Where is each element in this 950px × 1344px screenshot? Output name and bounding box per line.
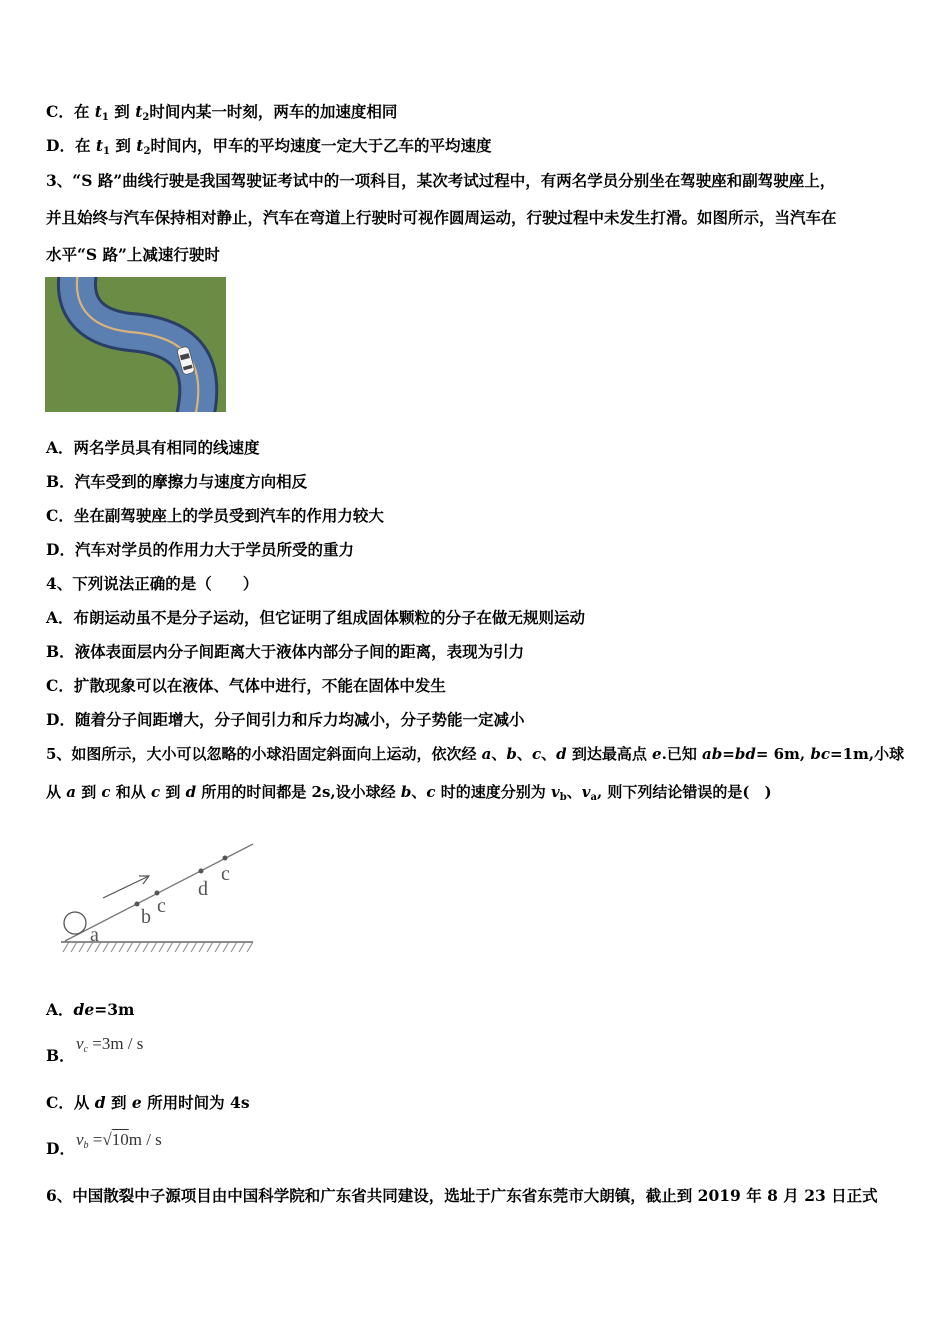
- q5-option-d-formula: $v_b =√10m / s$: [76, 1130, 162, 1151]
- q5-option-b-formula: $v_c =3m / s$: [76, 1034, 144, 1055]
- q5-option-c: C．从 d 到 e 所用时间为 4s: [46, 1093, 250, 1112]
- label-d: d: [198, 878, 208, 900]
- q2-option-d: D．在 $t_1$ 到 $t_2$时间内，甲车的平均速度一定大于乙车的平均速度: [46, 136, 492, 157]
- q5-stem-line-1: 5、如图所示，大小可以忽略的小球沿固定斜面向上运动，依次经 a、b、c、d 到达最高点 e.已知 ab=bd= 6m, bc=1m,小球: [46, 745, 905, 763]
- q6-stem-line-1: 6、中国散裂中子源项目由中国科学院和广东省共同建设，选址于广东省东莞市大朗镇，截止到 2019 年 8 月 23 日正式: [46, 1186, 878, 1205]
- q3-stem-line-1: 3、“S 路”曲线行驶是我国驾驶证考试中的一项科目，某次考试过程中，有两名学员分别坐在驾驶座和副驾驶座上，: [46, 171, 836, 190]
- incline-figure: [55, 838, 260, 963]
- point-c2: [223, 856, 228, 861]
- point-b: [135, 902, 140, 907]
- q3-option-b: B．汽车受到的摩擦力与速度方向相反: [46, 472, 308, 491]
- label-c2: c: [221, 863, 230, 885]
- q3-option-d: D．汽车对学员的作用力大于学员所受的重力: [46, 540, 354, 559]
- q4-option-b: B．液体表面层内分子间距离大于液体内部分子间的距离，表现为引力: [46, 642, 525, 661]
- sqrt-icon: √: [102, 1130, 112, 1149]
- ball: [64, 912, 86, 934]
- s-road-figure: [45, 277, 226, 412]
- q5-option-b-label: B．: [46, 1046, 75, 1065]
- q4-option-d: D．随着分子间距增大，分子间引力和斥力均减小，分子势能一定减小: [46, 710, 525, 729]
- motion-arrow-icon: [103, 876, 149, 898]
- q3-option-a: A．两名学员具有相同的线速度: [46, 438, 260, 457]
- q3-stem-line-3: 水平“S 路”上减速行驶时: [46, 245, 220, 264]
- q4-option-c: C．扩散现象可以在液体、气体中进行，不能在固体中发生: [46, 676, 446, 695]
- label-a: a: [90, 924, 99, 946]
- q5-stem-line-2: 从 a 到 c 和从 c 到 d 所用的时间都是 2s,设小球经 b、c 时的速度分别为 $v_b$、$v_a$, 则下列结论错误的是( ): [46, 783, 772, 803]
- label-b: b: [141, 906, 151, 928]
- q4-option-a: A．布朗运动虽不是分子运动，但它证明了组成固体颗粒的分子在做无规则运动: [46, 608, 586, 627]
- q3-option-c: C．坐在副驾驶座上的学员受到汽车的作用力较大: [46, 506, 384, 525]
- q2-option-c: C．在 $t_1$ 到 $t_2$时间内某一时刻，两车的加速度相同: [46, 102, 398, 123]
- q5-option-d-label: D．: [46, 1139, 75, 1158]
- point-d: [199, 869, 204, 874]
- q4-stem: 4、下列说法正确的是（ ）: [46, 574, 259, 593]
- label-c1: c: [157, 895, 166, 917]
- q5-option-a: A．de=3m: [46, 1000, 135, 1019]
- q3-stem-line-2: 并且始终与汽车保持相对静止，汽车在弯道上行驶时可视作圆周运动，行驶过程中未发生打滑。如图所示，当汽车在: [46, 208, 837, 227]
